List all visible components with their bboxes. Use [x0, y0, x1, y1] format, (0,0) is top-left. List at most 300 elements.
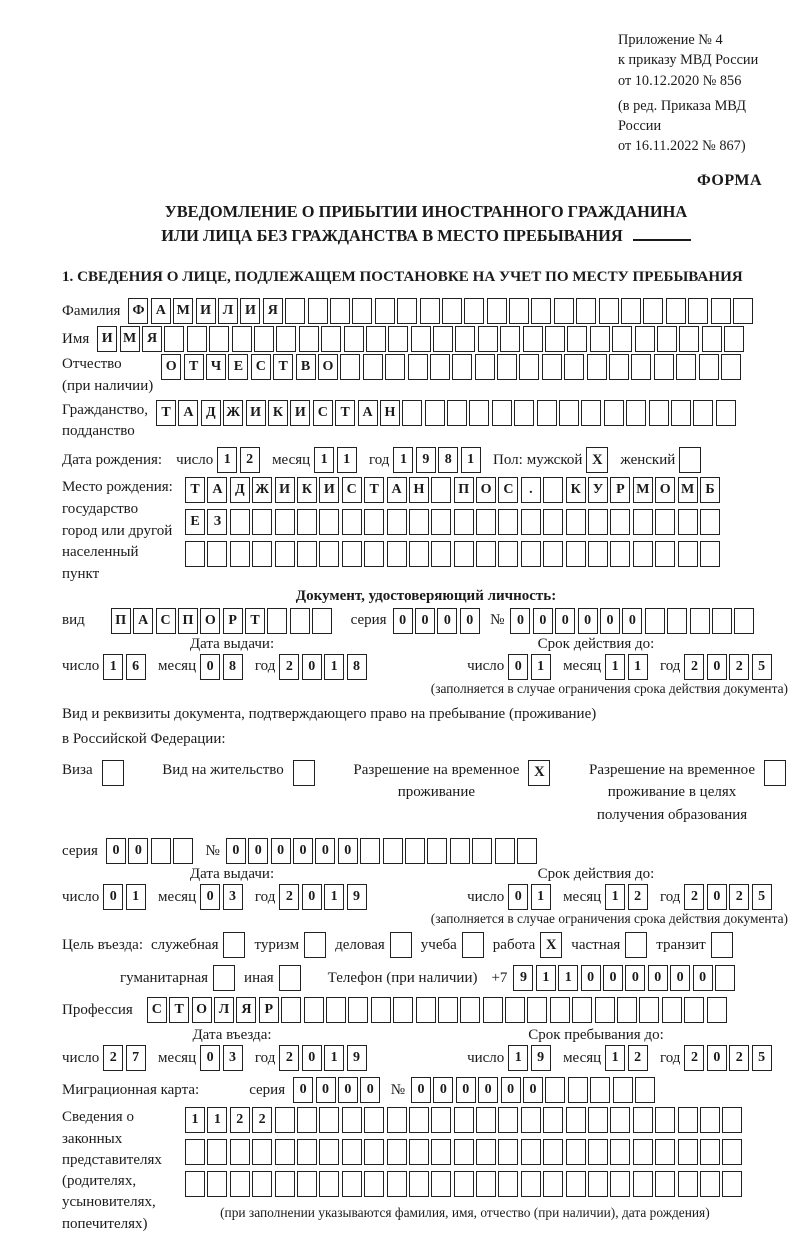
cell-box[interactable]: О	[655, 477, 675, 503]
cell-box[interactable]	[252, 541, 272, 567]
cell-box[interactable]: Я	[263, 298, 283, 324]
cell-box[interactable]: 1	[324, 1045, 344, 1071]
cell-box[interactable]: 0	[578, 608, 598, 634]
cell-box[interactable]: 0	[693, 965, 713, 991]
cell-box[interactable]: Е	[185, 509, 205, 535]
cell-box[interactable]: 5	[752, 1045, 772, 1071]
cell-box[interactable]: Я	[236, 997, 256, 1023]
cell-box[interactable]: 0	[271, 838, 291, 864]
cell-box[interactable]: З	[207, 509, 227, 535]
cell-box[interactable]	[633, 1171, 653, 1197]
cell-box[interactable]	[715, 965, 735, 991]
cell-box[interactable]	[299, 326, 319, 352]
cell-box[interactable]: 0	[456, 1077, 476, 1103]
cell-box[interactable]	[537, 400, 557, 426]
cell-box[interactable]	[285, 298, 305, 324]
cell-box[interactable]: И	[97, 326, 117, 352]
cell-box[interactable]	[498, 1139, 518, 1165]
cell-box[interactable]	[393, 997, 413, 1023]
cell-box[interactable]: Д	[230, 477, 250, 503]
cell-box[interactable]	[588, 1171, 608, 1197]
cell-box[interactable]	[252, 509, 272, 535]
cell-box[interactable]	[566, 1139, 586, 1165]
cell-box[interactable]	[364, 1107, 384, 1133]
cell-box[interactable]: 1	[508, 1045, 528, 1071]
cell-box[interactable]: 2	[729, 654, 749, 680]
cell-box[interactable]	[281, 997, 301, 1023]
cell-box[interactable]	[409, 1171, 429, 1197]
cell-box[interactable]	[550, 997, 570, 1023]
cell-box[interactable]	[684, 997, 704, 1023]
cell-box[interactable]: 0	[648, 965, 668, 991]
cell-box[interactable]	[655, 509, 675, 535]
cell-box[interactable]: 2	[729, 884, 749, 910]
cell-box[interactable]	[364, 509, 384, 535]
cell-box[interactable]: А	[207, 477, 227, 503]
cell-box[interactable]: С	[251, 354, 271, 380]
cell-box[interactable]	[364, 1139, 384, 1165]
cell-box[interactable]: 2	[628, 884, 648, 910]
cell-box[interactable]: 0	[393, 608, 413, 634]
cell-box[interactable]	[405, 838, 425, 864]
cell-box[interactable]	[252, 1171, 272, 1197]
cell-box[interactable]: П	[178, 608, 198, 634]
cell-box[interactable]	[690, 608, 710, 634]
cell-box[interactable]	[416, 997, 436, 1023]
cell-box[interactable]	[450, 838, 470, 864]
cell-box[interactable]	[514, 400, 534, 426]
cell-box[interactable]	[308, 298, 328, 324]
cell-box[interactable]	[612, 326, 632, 352]
cell-box[interactable]	[472, 838, 492, 864]
cell-box[interactable]	[330, 298, 350, 324]
cell-box[interactable]: 1	[126, 884, 146, 910]
cell-box[interactable]	[319, 1139, 339, 1165]
cell-box[interactable]: П	[111, 608, 131, 634]
cell-box[interactable]: К	[297, 477, 317, 503]
cell-box[interactable]	[267, 608, 287, 634]
cell-box[interactable]	[409, 509, 429, 535]
cell-box[interactable]	[342, 1107, 362, 1133]
cell-box[interactable]	[492, 400, 512, 426]
cell-box[interactable]	[319, 541, 339, 567]
cell-box[interactable]	[483, 997, 503, 1023]
cell-box[interactable]	[408, 354, 428, 380]
cell-box[interactable]	[344, 326, 364, 352]
cell-box[interactable]	[364, 541, 384, 567]
cell-box[interactable]	[425, 400, 445, 426]
cell-box[interactable]: 0	[338, 838, 358, 864]
cell-box[interactable]	[688, 298, 708, 324]
cell-box[interactable]: 0	[460, 608, 480, 634]
cell-box[interactable]	[360, 838, 380, 864]
cell-box[interactable]: А	[133, 608, 153, 634]
cell-box[interactable]	[275, 1171, 295, 1197]
cell-box[interactable]	[633, 1139, 653, 1165]
cell-box[interactable]	[566, 1171, 586, 1197]
checkbox[interactable]	[462, 932, 484, 958]
cell-box[interactable]: 0	[478, 1077, 498, 1103]
cell-box[interactable]	[655, 1107, 675, 1133]
cell-box[interactable]	[232, 326, 252, 352]
cell-box[interactable]	[576, 298, 596, 324]
cell-box[interactable]	[387, 1171, 407, 1197]
cell-box[interactable]	[319, 1171, 339, 1197]
cell-box[interactable]: 9	[347, 884, 367, 910]
cell-box[interactable]: В	[296, 354, 316, 380]
cell-box[interactable]	[581, 400, 601, 426]
cell-box[interactable]: Р	[610, 477, 630, 503]
cell-box[interactable]: 0	[302, 654, 322, 680]
cell-box[interactable]	[519, 354, 539, 380]
cell-box[interactable]: Т	[335, 400, 355, 426]
cell-box[interactable]	[712, 608, 732, 634]
cell-box[interactable]	[722, 1107, 742, 1133]
cell-box[interactable]: 0	[707, 654, 727, 680]
cell-box[interactable]	[655, 1139, 675, 1165]
cell-box[interactable]	[454, 1107, 474, 1133]
cell-box[interactable]	[431, 477, 451, 503]
cell-box[interactable]: 0	[625, 965, 645, 991]
cell-box[interactable]	[554, 298, 574, 324]
cell-box[interactable]	[649, 400, 669, 426]
cell-box[interactable]	[387, 1139, 407, 1165]
cell-box[interactable]	[460, 997, 480, 1023]
cell-box[interactable]	[340, 354, 360, 380]
cell-box[interactable]	[588, 541, 608, 567]
cell-box[interactable]	[667, 608, 687, 634]
cell-box[interactable]: Н	[380, 400, 400, 426]
cell-box[interactable]	[521, 1107, 541, 1133]
cell-box[interactable]	[420, 298, 440, 324]
cell-box[interactable]	[297, 541, 317, 567]
cell-box[interactable]: 0	[338, 1077, 358, 1103]
cell-box[interactable]: О	[476, 477, 496, 503]
cell-box[interactable]	[454, 509, 474, 535]
cell-box[interactable]: А	[358, 400, 378, 426]
cell-box[interactable]	[700, 509, 720, 535]
cell-box[interactable]	[151, 838, 171, 864]
cell-box[interactable]	[498, 1171, 518, 1197]
cell-box[interactable]	[342, 1139, 362, 1165]
cell-box[interactable]	[476, 541, 496, 567]
cell-box[interactable]: И	[246, 400, 266, 426]
cell-box[interactable]: 1	[103, 654, 123, 680]
cell-box[interactable]	[655, 1171, 675, 1197]
cell-box[interactable]: 0	[555, 608, 575, 634]
cell-box[interactable]: 2	[279, 884, 299, 910]
checkbox[interactable]	[304, 932, 326, 958]
cell-box[interactable]	[433, 326, 453, 352]
cell-box[interactable]	[352, 298, 372, 324]
cell-box[interactable]: 7	[126, 1045, 146, 1071]
cell-box[interactable]	[230, 1171, 250, 1197]
cell-box[interactable]	[348, 997, 368, 1023]
checkbox[interactable]: X	[528, 760, 550, 786]
cell-box[interactable]	[587, 354, 607, 380]
cell-box[interactable]: Т	[169, 997, 189, 1023]
cell-box[interactable]: 1	[531, 654, 551, 680]
cell-box[interactable]: 0	[581, 965, 601, 991]
cell-box[interactable]	[487, 298, 507, 324]
cell-box[interactable]: 0	[360, 1077, 380, 1103]
cell-box[interactable]: 0	[128, 838, 148, 864]
cell-box[interactable]	[645, 608, 665, 634]
checkbox[interactable]	[711, 932, 733, 958]
cell-box[interactable]: Н	[409, 477, 429, 503]
cell-box[interactable]: К	[566, 477, 586, 503]
cell-box[interactable]	[543, 1139, 563, 1165]
cell-box[interactable]	[566, 1107, 586, 1133]
cell-box[interactable]	[411, 326, 431, 352]
cell-box[interactable]: Т	[156, 400, 176, 426]
cell-box[interactable]	[187, 326, 207, 352]
cell-box[interactable]	[633, 509, 653, 535]
cell-box[interactable]: 1	[605, 884, 625, 910]
cell-box[interactable]	[590, 1077, 610, 1103]
cell-box[interactable]: 5	[752, 884, 772, 910]
checkbox[interactable]	[390, 932, 412, 958]
cell-box[interactable]: С	[498, 477, 518, 503]
cell-box[interactable]: Е	[228, 354, 248, 380]
cell-box[interactable]	[700, 541, 720, 567]
cell-box[interactable]: 0	[226, 838, 246, 864]
cell-box[interactable]	[366, 326, 386, 352]
cell-box[interactable]: Т	[273, 354, 293, 380]
cell-box[interactable]: 0	[533, 608, 553, 634]
cell-box[interactable]	[498, 1107, 518, 1133]
cell-box[interactable]	[722, 1139, 742, 1165]
cell-box[interactable]: Л	[214, 997, 234, 1023]
cell-box[interactable]	[621, 298, 641, 324]
cell-box[interactable]: Р	[259, 997, 279, 1023]
cell-box[interactable]: 0	[622, 608, 642, 634]
cell-box[interactable]	[676, 354, 696, 380]
cell-box[interactable]	[438, 997, 458, 1023]
cell-box[interactable]	[542, 354, 562, 380]
cell-box[interactable]	[475, 354, 495, 380]
cell-box[interactable]: 0	[200, 1045, 220, 1071]
cell-box[interactable]: Т	[364, 477, 384, 503]
cell-box[interactable]	[639, 997, 659, 1023]
cell-box[interactable]	[297, 1171, 317, 1197]
cell-box[interactable]: 0	[501, 1077, 521, 1103]
cell-box[interactable]	[657, 326, 677, 352]
cell-box[interactable]	[431, 1171, 451, 1197]
cell-box[interactable]	[724, 326, 744, 352]
cell-box[interactable]	[610, 1171, 630, 1197]
cell-box[interactable]: 6	[126, 654, 146, 680]
cell-box[interactable]	[409, 541, 429, 567]
cell-box[interactable]: 3	[223, 1045, 243, 1071]
cell-box[interactable]: 1	[605, 1045, 625, 1071]
cell-box[interactable]	[431, 541, 451, 567]
cell-box[interactable]: 3	[223, 884, 243, 910]
cell-box[interactable]	[469, 400, 489, 426]
cell-box[interactable]	[509, 298, 529, 324]
cell-box[interactable]	[654, 354, 674, 380]
cell-box[interactable]	[566, 541, 586, 567]
checkbox[interactable]	[213, 965, 235, 991]
cell-box[interactable]: 0	[508, 654, 528, 680]
cell-box[interactable]	[700, 1107, 720, 1133]
cell-box[interactable]	[711, 298, 731, 324]
cell-box[interactable]	[693, 400, 713, 426]
cell-box[interactable]	[543, 1171, 563, 1197]
cell-box[interactable]	[678, 1171, 698, 1197]
cell-box[interactable]	[476, 1107, 496, 1133]
cell-box[interactable]: О	[192, 997, 212, 1023]
cell-box[interactable]	[497, 354, 517, 380]
cell-box[interactable]	[610, 509, 630, 535]
cell-box[interactable]	[734, 608, 754, 634]
cell-box[interactable]	[478, 326, 498, 352]
cell-box[interactable]	[454, 1171, 474, 1197]
cell-box[interactable]: Ф	[128, 298, 148, 324]
cell-box[interactable]	[409, 1139, 429, 1165]
cell-box[interactable]: 0	[248, 838, 268, 864]
cell-box[interactable]	[387, 541, 407, 567]
cell-box[interactable]	[559, 400, 579, 426]
cell-box[interactable]	[678, 1107, 698, 1133]
cell-box[interactable]	[566, 509, 586, 535]
cell-box[interactable]: А	[151, 298, 171, 324]
cell-box[interactable]: 0	[433, 1077, 453, 1103]
cell-box[interactable]	[230, 541, 250, 567]
cell-box[interactable]: М	[173, 298, 193, 324]
cell-box[interactable]: 2	[684, 884, 704, 910]
cell-box[interactable]	[431, 1139, 451, 1165]
cell-box[interactable]	[312, 608, 332, 634]
cell-box[interactable]: Ч	[206, 354, 226, 380]
cell-box[interactable]	[604, 400, 624, 426]
cell-box[interactable]	[447, 400, 467, 426]
cell-box[interactable]	[275, 509, 295, 535]
checkbox[interactable]: X	[540, 932, 562, 958]
cell-box[interactable]: А	[178, 400, 198, 426]
cell-box[interactable]	[700, 1171, 720, 1197]
cell-box[interactable]	[290, 608, 310, 634]
cell-box[interactable]: 2	[103, 1045, 123, 1071]
cell-box[interactable]	[521, 509, 541, 535]
cell-box[interactable]: 1	[217, 447, 237, 473]
cell-box[interactable]: 0	[302, 884, 322, 910]
cell-box[interactable]	[442, 298, 462, 324]
cell-box[interactable]: 0	[302, 1045, 322, 1071]
cell-box[interactable]	[521, 1139, 541, 1165]
cell-box[interactable]	[409, 1107, 429, 1133]
cell-box[interactable]: М	[678, 477, 698, 503]
cell-box[interactable]	[678, 1139, 698, 1165]
cell-box[interactable]	[678, 541, 698, 567]
cell-box[interactable]	[517, 838, 537, 864]
cell-box[interactable]	[626, 400, 646, 426]
cell-box[interactable]	[498, 509, 518, 535]
cell-box[interactable]	[430, 354, 450, 380]
cell-box[interactable]: О	[200, 608, 220, 634]
cell-box[interactable]: 0	[523, 1077, 543, 1103]
cell-box[interactable]	[454, 541, 474, 567]
cell-box[interactable]	[326, 997, 346, 1023]
cell-box[interactable]	[733, 298, 753, 324]
cell-box[interactable]: 1	[393, 447, 413, 473]
cell-box[interactable]	[498, 541, 518, 567]
cell-box[interactable]	[567, 326, 587, 352]
cell-box[interactable]: 1	[324, 884, 344, 910]
cell-box[interactable]: П	[454, 477, 474, 503]
cell-box[interactable]	[431, 1107, 451, 1133]
cell-box[interactable]	[702, 326, 722, 352]
cell-box[interactable]: Т	[245, 608, 265, 634]
cell-box[interactable]: 0	[106, 838, 126, 864]
cell-box[interactable]	[505, 997, 525, 1023]
cell-box[interactable]: И	[196, 298, 216, 324]
cell-box[interactable]	[631, 354, 651, 380]
cell-box[interactable]	[635, 326, 655, 352]
cell-box[interactable]: 2	[240, 447, 260, 473]
cell-box[interactable]	[427, 838, 447, 864]
cell-box[interactable]	[545, 1077, 565, 1103]
cell-box[interactable]	[588, 1107, 608, 1133]
cell-box[interactable]: М	[120, 326, 140, 352]
cell-box[interactable]: 9	[347, 1045, 367, 1071]
cell-box[interactable]	[209, 326, 229, 352]
cell-box[interactable]	[164, 326, 184, 352]
cell-box[interactable]	[721, 354, 741, 380]
cell-box[interactable]: 2	[230, 1107, 250, 1133]
cell-box[interactable]	[633, 541, 653, 567]
cell-box[interactable]	[545, 326, 565, 352]
cell-box[interactable]	[635, 1077, 655, 1103]
cell-box[interactable]	[707, 997, 727, 1023]
cell-box[interactable]	[319, 509, 339, 535]
cell-box[interactable]	[342, 1171, 362, 1197]
cell-box[interactable]	[643, 298, 663, 324]
cell-box[interactable]	[173, 838, 193, 864]
cell-box[interactable]	[455, 326, 475, 352]
sex-male-checkbox[interactable]: X	[586, 447, 608, 473]
cell-box[interactable]: 0	[437, 608, 457, 634]
cell-box[interactable]: 0	[200, 884, 220, 910]
cell-box[interactable]: Т	[184, 354, 204, 380]
cell-box[interactable]	[655, 541, 675, 567]
checkbox[interactable]	[223, 932, 245, 958]
cell-box[interactable]	[590, 326, 610, 352]
cell-box[interactable]: Б	[700, 477, 720, 503]
cell-box[interactable]: 0	[315, 838, 335, 864]
cell-box[interactable]: О	[318, 354, 338, 380]
cell-box[interactable]: 0	[670, 965, 690, 991]
cell-box[interactable]	[595, 997, 615, 1023]
cell-box[interactable]	[543, 477, 563, 503]
cell-box[interactable]: 2	[684, 654, 704, 680]
cell-box[interactable]	[610, 1107, 630, 1133]
cell-box[interactable]	[722, 1171, 742, 1197]
cell-box[interactable]: М	[633, 477, 653, 503]
cell-box[interactable]	[275, 1107, 295, 1133]
cell-box[interactable]: 8	[223, 654, 243, 680]
cell-box[interactable]: Д	[201, 400, 221, 426]
cell-box[interactable]: 0	[707, 1045, 727, 1071]
cell-box[interactable]: 1	[207, 1107, 227, 1133]
cell-box[interactable]: И	[275, 477, 295, 503]
cell-box[interactable]: 9	[513, 965, 533, 991]
cell-box[interactable]	[543, 541, 563, 567]
cell-box[interactable]: 0	[411, 1077, 431, 1103]
cell-box[interactable]	[527, 997, 547, 1023]
cell-box[interactable]	[402, 400, 422, 426]
cell-box[interactable]	[610, 541, 630, 567]
